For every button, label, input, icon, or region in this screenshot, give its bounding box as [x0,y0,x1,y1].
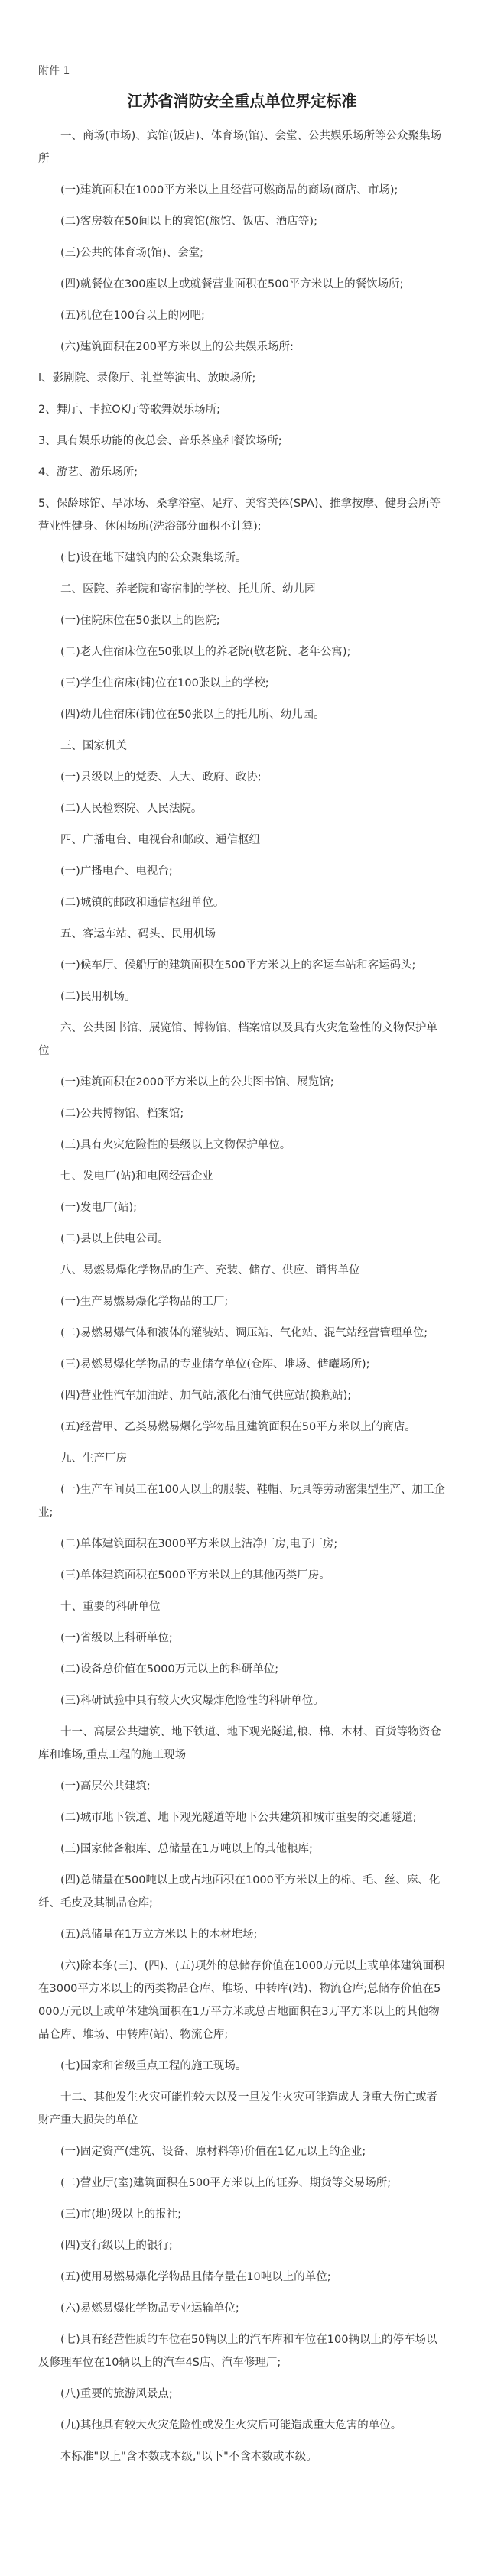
paragraph: (二)城镇的邮政和通信枢纽单位。 [60,897,225,909]
paragraph: 4、游艺、游乐场所; [38,466,138,479]
paragraph: (二)县以上供电公司。 [60,1233,169,1245]
paragraph: (五)机位在100台以上的网吧; [60,310,205,322]
paragraph: (五)使用易燃易爆化学物品且储存量在10吨以上的单位; [60,2271,331,2283]
paragraph: (三)科研试验中具有较大火灾爆炸危险性的科研单位。 [60,1695,324,1707]
paragraph: 十二、其他发生火灾可能性较大以及一旦发生火灾可能造成人身重大伤亡或者财产重大损失的单位 [38,2091,437,2127]
paragraph: (四)幼儿住宿床(铺)位在50张以上的托儿所、幼儿园。 [60,709,325,721]
paragraph: (二)民用机场。 [60,991,136,1003]
paragraph: (三)易燃易爆化学物品的专业储存单位(仓库、堆场、储罐场所); [60,1358,370,1371]
paragraph: (二)人民检察院、人民法院。 [60,803,203,815]
paragraph: (四)就餐位在300座以上或就餐营业面积在500平方米以上的餐饮场所; [60,278,404,290]
paragraph: (一)固定资产(建筑、设备、原材料等)价值在1亿元以上的企业; [60,2146,366,2158]
paragraph: (三)公共的体育场(馆)、会堂; [60,247,204,259]
document-title: 江苏省消防安全重点单位界定标准 [127,92,357,110]
bottom-margin [38,2477,446,2576]
paragraph: (五)经营甲、乙类易燃易爆化学物品且建筑面积在50平方米以上的商店。 [60,1421,416,1433]
paragraph: (一)候车厅、候船厅的建筑面积在500平方米以上的客运车站和客运码头; [60,959,416,972]
paragraph: (一)高层公共建筑; [60,1780,151,1792]
paragraph: (一)生产车间员工在100人以上的服装、鞋帽、玩具等劳动密集型生产、加工企业; [38,1484,445,1519]
paragraph: 本标准"以上"含本数或本级,"以下"不含本数或本级。 [60,2451,317,2463]
paragraph: (一)省级以上科研单位; [60,1632,173,1644]
paragraph: (六)建筑面积在200平方米以上的公共娱乐场所: [60,341,294,353]
paragraph: (六)易燃易爆化学物品专业运输单位; [60,2302,239,2315]
paragraph: 一、商场(市场)、宾馆(饭店)、体育场(馆)、会堂、公共娱乐场所等公众聚集场所 [38,130,441,165]
paragraph: (一)建筑面积在1000平方米以上且经营可燃商品的商场(商店、市场); [60,184,398,196]
paragraph: 九、生产厂房 [60,1452,127,1465]
paragraph: (二)城市地下铁道、地下观光隧道等地下公共建筑和城市重要的交通隧道; [60,1812,417,1824]
paragraph: (三)单体建筑面积在5000平方米以上的其他丙类厂房。 [60,1569,330,1582]
paragraph: 三、国家机关 [60,740,127,752]
paragraph: (二)设备总价值在5000万元以上的科研单位; [60,1663,279,1676]
paragraph: (七)设在地下建筑内的公众聚集场所。 [60,552,247,564]
paragraph: (三)市(地)级以上的报社; [60,2208,182,2221]
paragraph: (二)公共博物馆、档案馆; [60,1108,184,1120]
paragraph: (一)生产易燃易爆化学物品的工厂; [60,1296,229,1308]
paragraph: (六)除本条(三)、(四)、(五)项外的总储存价值在1000万元以上或单体建筑面积在3000平方米以上的丙类物品仓库、堆场、中转库(站)、物流仓库;总储存价值在5000万元以上或单体建筑面积在1万平方米或总占地面积在3万平方米以上的其他物品仓库、堆场、中转库(站)、物流仓库; [38,1960,445,2041]
paragraph: 3、具有娱乐功能的夜总会、音乐茶座和餐饮场所; [38,435,282,447]
paragraph: (三)具有火灾危险性的县级以上文物保护单位。 [60,1139,291,1151]
paragraph: 六、公共图书馆、展览馆、博物馆、档案馆以及具有火灾危险性的文物保护单位 [38,1022,437,1057]
paragraph: (四)总储量在500吨以上或占地面积在1000平方米以上的棉、毛、丝、麻、化纤、毛皮及其制品仓库; [38,1874,441,1909]
paragraph: (九)其他具有较大火灾危险性或发生火灾后可能造成重大危害的单位。 [60,2419,402,2432]
paragraph: (二)单体建筑面积在3000平方米以上洁净厂房,电子厂房; [60,1538,338,1550]
paragraph: (一)广播电台、电视台; [60,865,173,878]
paragraph: (二)老人住宿床位在50张以上的养老院(敬老院、老年公寓); [60,646,351,658]
paragraph: 2、舞厅、卡拉OK厅等歌舞娱乐场所; [38,404,221,416]
paragraph: (一)发电厂(站); [60,1202,138,1214]
paragraph: (四)支行级以上的银行; [60,2240,173,2252]
paragraph: 四、广播电台、电视台和邮政、通信枢纽 [60,834,260,846]
paragraph: 十、重要的科研单位 [60,1601,161,1613]
paragraph: (二)营业厅(室)建筑面积在500平方米以上的证券、期货等交易场所; [60,2177,392,2189]
paragraph: (三)国家储备粮库、总储量在1万吨以上的其他粮库; [60,1843,313,1855]
paragraph: 五、客运车站、码头、民用机场 [60,928,216,940]
paragraph: 十一、高层公共建筑、地下铁道、地下观光隧道,粮、棉、木材、百货等物资仓库和堆场,重点工程的施工现场 [38,1726,441,1761]
paragraph: 七、发电厂(站)和电网经营企业 [60,1170,213,1183]
attachment-label: 附件 1 [38,65,70,77]
paragraph: (二)易燃易爆气体和液体的灌装站、调压站、气化站、混气站经营管理单位; [60,1327,428,1339]
paragraph: (七)具有经营性质的车位在50辆以上的汽车库和车位在100辆以上的停车场以及修理车位在10辆以上的汽车4S店、汽车修理厂; [38,2334,437,2369]
paragraph: 八、易燃易爆化学物品的生产、充装、储存、供应、销售单位 [60,1264,360,1277]
paragraph: (二)客房数在50间以上的宾馆(旅馆、饭店、酒店等); [60,216,317,228]
paragraph: (八)重要的旅游风景点; [60,2388,173,2400]
paragraph: l、影剧院、录像厅、礼堂等演出、放映场所; [38,372,256,384]
document-body [38,125,446,2468]
paragraph: 5、保龄球馆、旱冰场、桑拿浴室、足疗、美容美体(SPA)、推拿按摩、健身会所等营业性健身、休闲场所(洗浴部分面积不计算); [38,498,441,533]
paragraph: (四)营业性汽车加油站、加气站,液化石油气供应站(换瓶站); [60,1390,352,1402]
paragraph: (七)国家和省级重点工程的施工现场。 [60,2060,247,2072]
paragraph: (五)总储量在1万立方米以上的木材堆场; [60,1929,258,1941]
paragraph: 二、医院、养老院和寄宿制的学校、托儿所、幼儿园 [60,583,316,595]
paragraph: (一)住院床位在50张以上的医院; [60,615,220,627]
paragraph: (一)县级以上的党委、人大、政府、政协; [60,771,262,784]
paragraph: (一)建筑面积在2000平方米以上的公共图书馆、展览馆; [60,1076,334,1088]
paragraph: (三)学生住宿床(铺)位在100张以上的学校; [60,677,269,689]
